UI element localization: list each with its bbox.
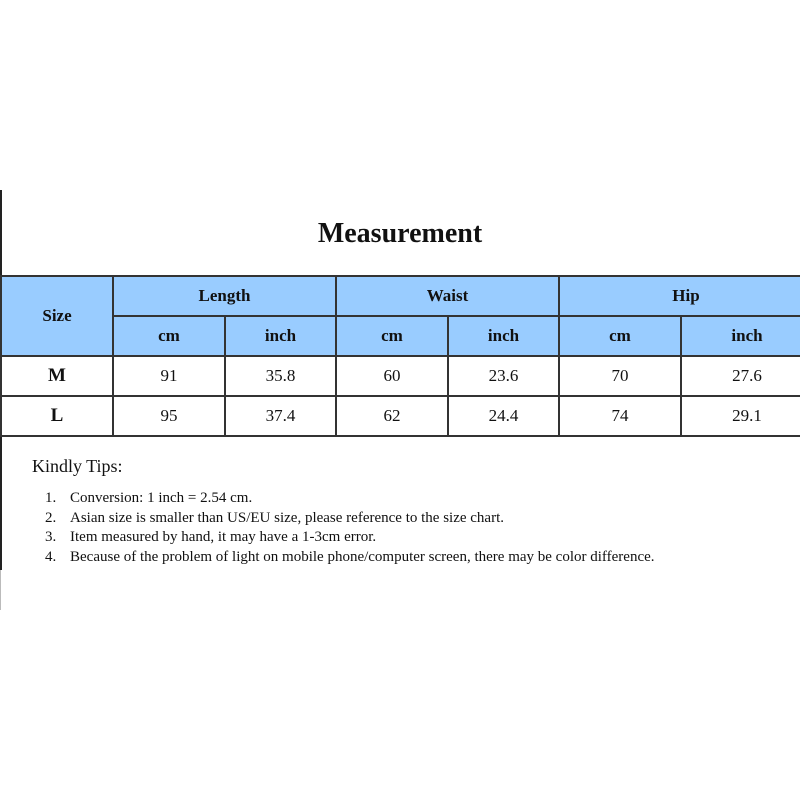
value-cell: 74 [559,396,681,436]
value-cell: 35.8 [225,356,336,396]
size-cell: M [1,356,113,396]
value-cell: 37.4 [225,396,336,436]
unit-header: cm [113,316,225,356]
group-header-waist: Waist [336,276,559,316]
size-cell: L [1,396,113,436]
group-header-length: Length [113,276,336,316]
page-title: Measurement [317,218,483,249]
tips-title: Kindly Tips: [32,456,123,476]
tip-item: 3. Item measured by hand, it may have a 1-3cm error. [60,528,680,548]
unit-header: inch [448,316,559,356]
value-cell: 91 [113,356,225,396]
tip-item: 2. Asian size is smaller than US/EU size, please reference to the size chart. [60,509,680,529]
value-cell: 70 [559,356,681,396]
unit-header: cm [336,316,448,356]
value-cell: 23.6 [448,356,559,396]
table-row [1,356,800,396]
group-header-hip: Hip [559,276,800,316]
value-cell: 27.6 [681,356,800,396]
value-cell: 95 [113,396,225,436]
unit-header: inch [681,316,800,356]
value-cell: 62 [336,396,448,436]
tip-item: 4. Because of the problem of light on mobile phone/computer screen, there may be color difference. [60,548,680,568]
table-row [1,396,800,436]
left-border-faint [0,570,1,610]
tips-section [32,456,680,567]
header-row [1,276,800,316]
value-cell: 60 [336,356,448,396]
size-header: Size [1,276,113,356]
unit-header: cm [559,316,681,356]
tip-item: 1. Conversion: 1 inch = 2.54 cm. [60,489,680,509]
tips-list [32,489,680,567]
unit-header: inch [225,316,336,356]
unit-row [1,316,800,356]
value-cell: 29.1 [681,396,800,436]
value-cell: 24.4 [448,396,559,436]
size-chart-table [0,275,800,437]
